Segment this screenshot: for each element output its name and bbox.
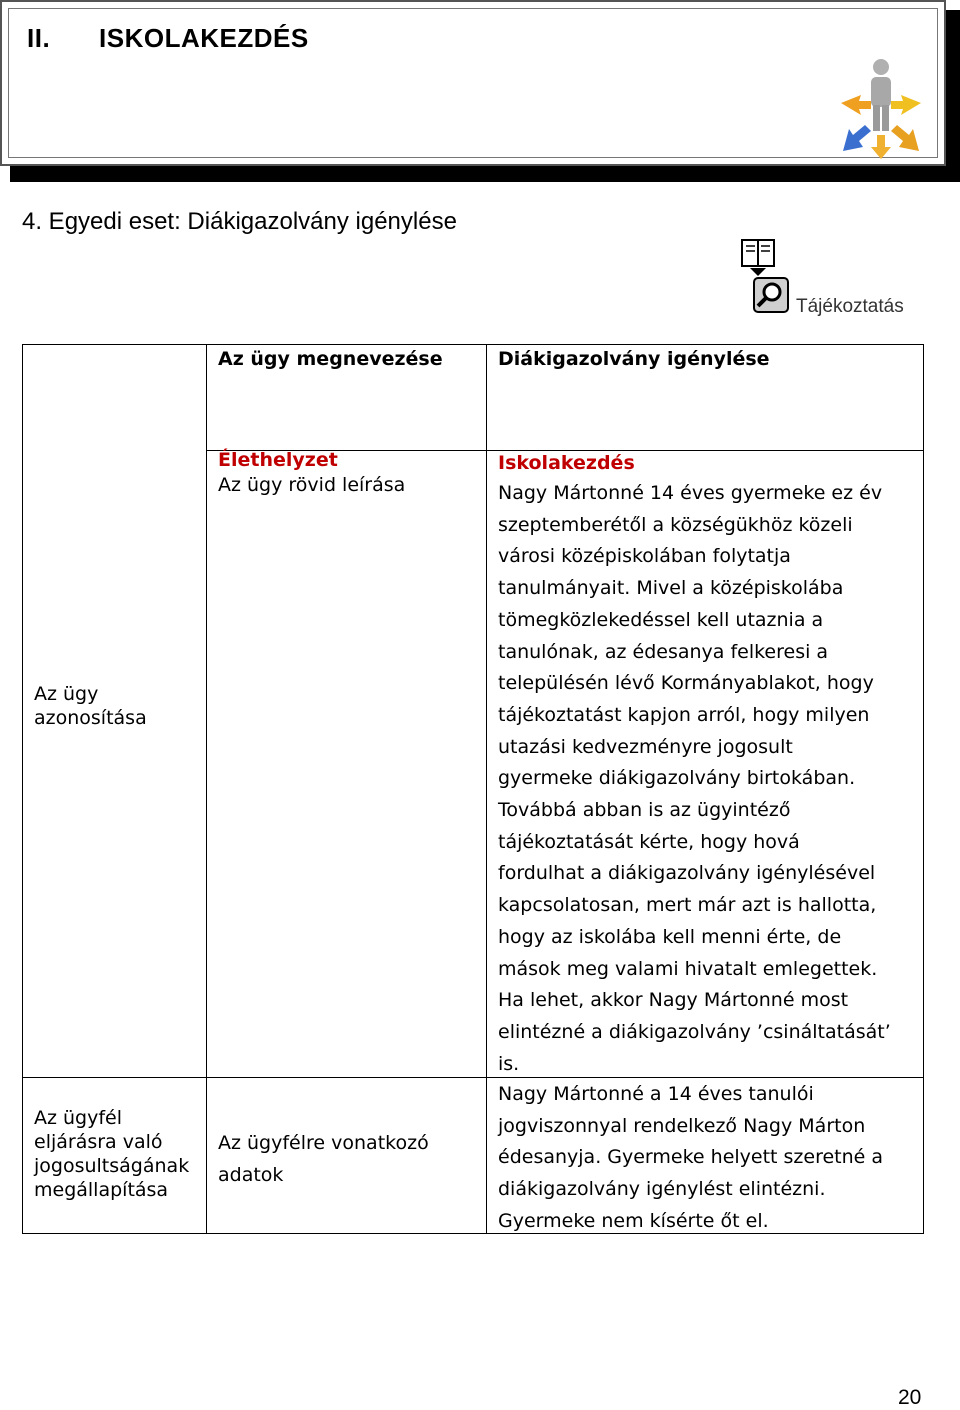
header-banner xyxy=(0,0,946,166)
client-label: Az ügyfélre vonatkozó adatok xyxy=(218,1132,429,1186)
case-table xyxy=(22,344,924,1234)
situation-label-cell xyxy=(218,448,480,498)
situation-sublabel: Az ügy rövid leírása xyxy=(218,474,406,496)
situation-label: Élethelyzet xyxy=(218,449,338,471)
section-title xyxy=(27,23,309,54)
book-magnifier-info-icon xyxy=(740,236,796,316)
section-title-text: ISKOLAKEZDÉS xyxy=(99,23,309,53)
col-header-right: Diákigazolvány igénylése xyxy=(498,348,770,370)
situation-title: Iskolakezdés xyxy=(498,452,635,474)
situation-text: Iskolakezdés Nagy Mártonné 14 éves gyermeke ez év szeptemberétől a községükhöz közeli városi középiskolában folytatja tanulmányait. Mivel a középiskolába tömegközlekedéssel kell utaznia a tanulónak, az édesanya felkeresi a településén lévő Kormányablakot, hogy tájékoztatást kapjon arról, hogy milyen utazási kedvezményre jogosult gyermeke diákigazolvány birtokában. Továbbá abban is az ügyintéző tájékoztatását kérte, hogy hová fordulhat a diákigazolvány igénylésével kapcsolatosan, mert már azt is hallotta, hogy az iskolába kell menni érte, de mások meg valami hivatalt emlegettek. Ha lehet, akkor Nagy Mártonné most elintézné a diákigazolvány ’csináltatását’ is. xyxy=(498,448,912,1080)
header-banner-inner xyxy=(8,8,938,158)
row2-label: Az ügyfél eljárásra való jogosultságának megállapítása xyxy=(34,1107,190,1201)
client-text: Nagy Mártonné a 14 éves tanulói jogviszonnyal rendelkező Nagy Márton édesanyja. Gyermeke helyett szeretné a diákigazolvány igénylést elintézni. Gyermeke nem kísérte őt el. xyxy=(498,1083,884,1232)
info-label: Tájékoztatás xyxy=(796,296,904,317)
row1-label: Az ügy azonosítása xyxy=(34,683,147,729)
case-heading: 4. Egyedi eset: Diákigazolvány igénylése xyxy=(22,208,457,235)
page-number: 20 xyxy=(898,1386,922,1409)
person-crossroads-arrows-icon xyxy=(831,55,931,163)
section-number: II. xyxy=(27,23,51,53)
col-header-left: Az ügy megnevezése xyxy=(218,348,443,370)
